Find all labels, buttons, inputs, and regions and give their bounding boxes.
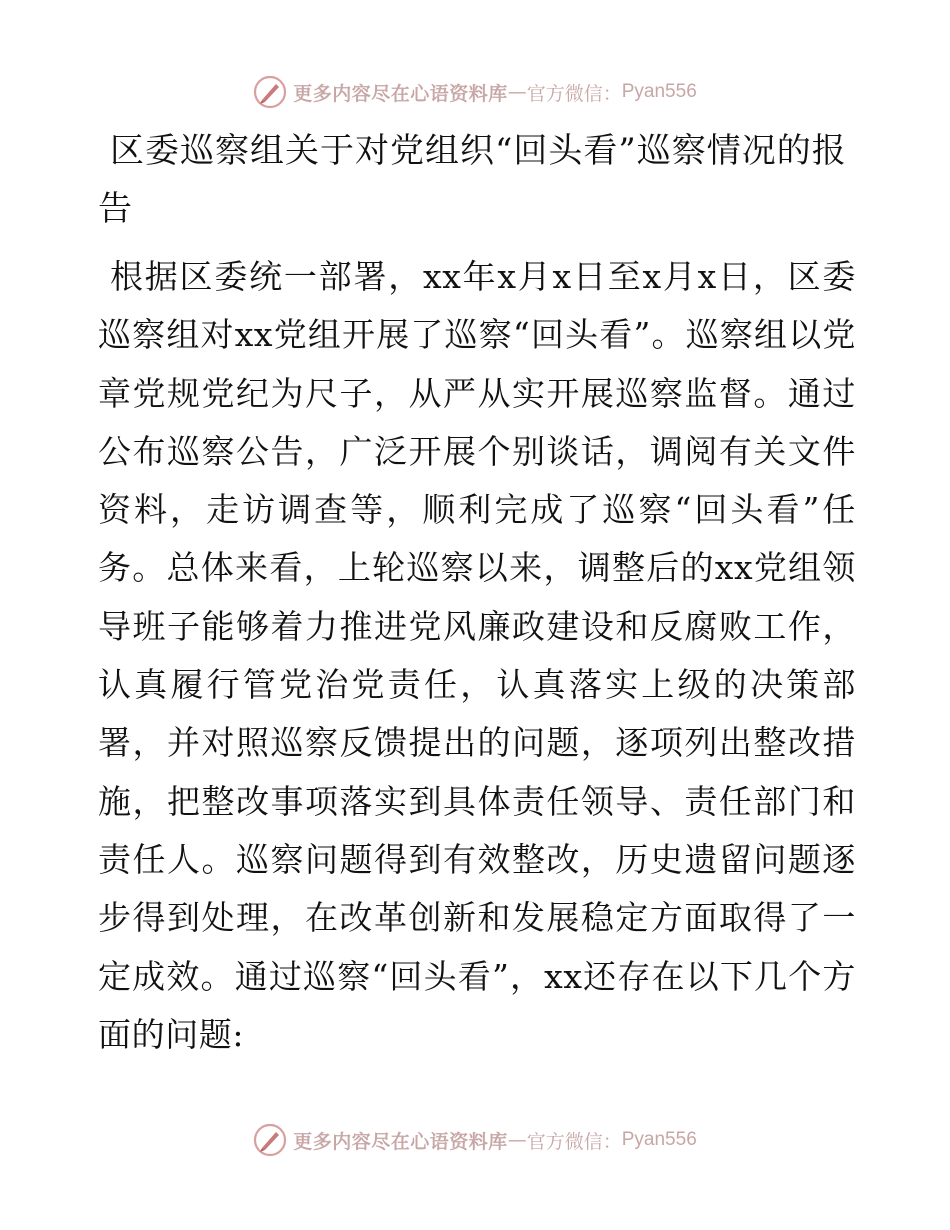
watermark-wechat-label: 官方微信： [526, 82, 622, 105]
watermark-separator: — [507, 81, 527, 103]
document-paragraph: 根据区委统一部署，xx年x月x日至x月x日，区委巡察组对xx党组开展了巡察“回头看”。巡察组以党章党规党纪为尺子，从严从实开展巡察监督。通过公布巡察公告，广泛开展个别谈话，调阅有关文件资料，走访调查等，顺利完成了巡察“回头看”任务。总体来看，上轮巡察以来，调整后的xx党组领导班子能够着力推进党风廉政建设和反腐败工作，认真履行管党治党责任，认真落实上级的决策部署，并对照巡察反馈提出的问题，逐项列出整改措施，把整改事项落实到具体责任领导、责任部门和责任人。巡察问题得到有效整改，历史遗留问题逐步得到处理，在改革创新和发展稳定方面取得了一定成效。通过巡察“回头看”，xx还存在以下几个方面的问题: [98, 257, 856, 1054]
document-title: 区委巡察组关于对党组织“回头看”巡察情况的报告 [98, 131, 847, 229]
watermark-wechat-id: Pyan556 [621, 1129, 697, 1150]
watermark-separator: — [507, 1129, 527, 1151]
watermark-main-text: 更多内容尽在心语资料库 [293, 1130, 508, 1153]
quill-logo-icon [253, 75, 287, 109]
watermark-wechat-id: Pyan556 [621, 81, 697, 102]
footer-watermark [0, 1120, 950, 1160]
quill-logo-icon [253, 1123, 287, 1157]
watermark-wechat-label: 官方微信： [526, 1130, 622, 1153]
watermark-main-text: 更多内容尽在心语资料库 [293, 82, 508, 105]
header-watermark [0, 72, 950, 112]
